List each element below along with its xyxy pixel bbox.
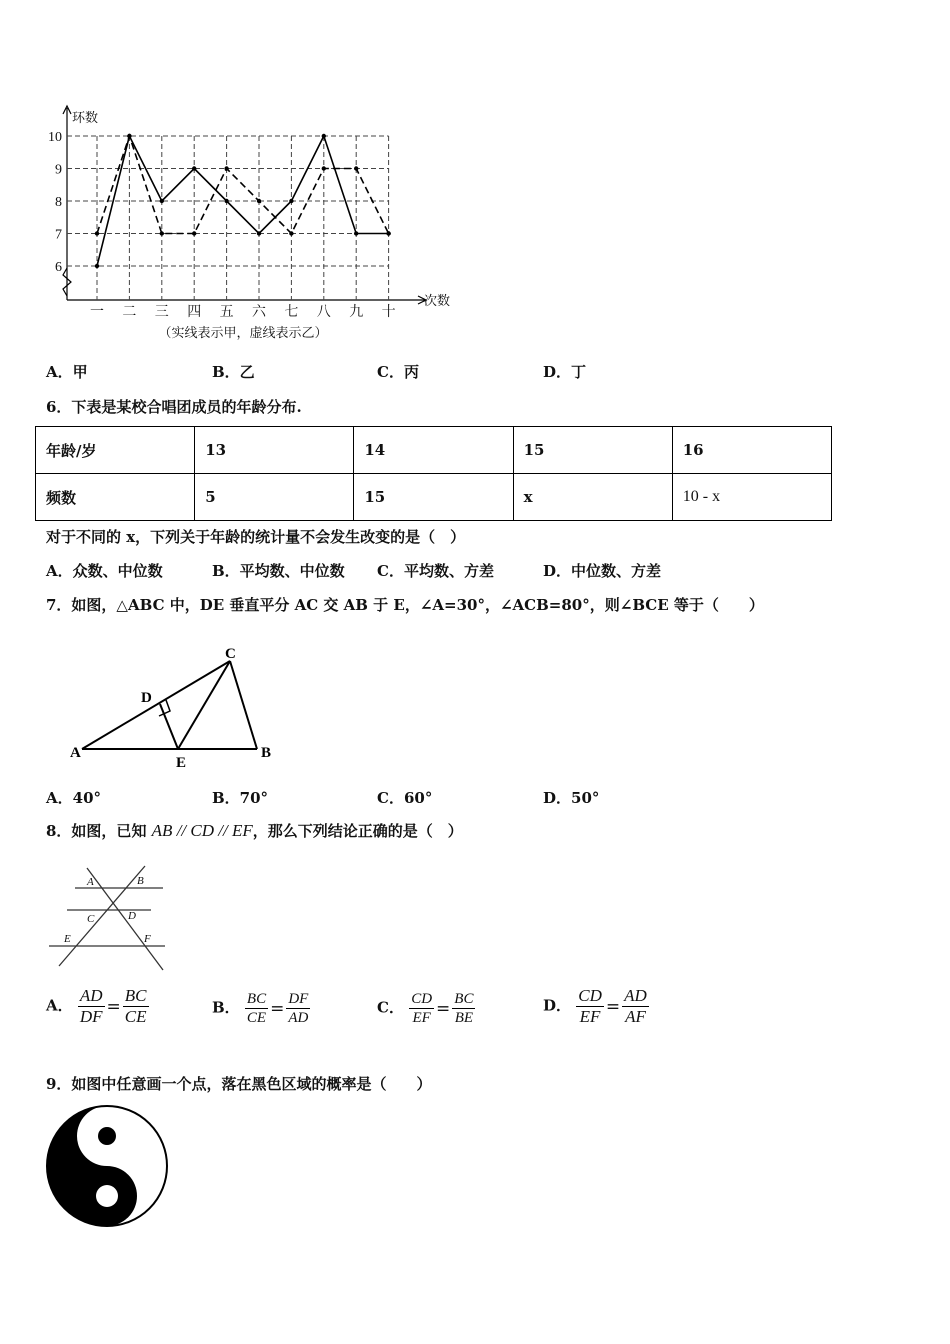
point-label-e: E (64, 933, 71, 945)
q8-option-b[interactable]: B． $\frac{BC}{CE}$ = $\frac{DF}{AD}$ (212, 991, 309, 1026)
data-point (354, 166, 358, 170)
data-point (224, 199, 228, 203)
q8-option-a[interactable]: A． $\frac{AD}{DF}$ = $\frac{BC}{CE}$ (46, 986, 147, 1026)
q5-option-c[interactable]: C．丙 (377, 363, 419, 381)
parallel-lines-figure (45, 860, 170, 975)
data-point (322, 166, 326, 170)
x-tick-label: 三 (154, 304, 169, 320)
q8-option-d[interactable]: D． $\frac{CD}{EF}$ = $\frac{AD}{AF}$ (543, 986, 647, 1026)
point-label-e: E (176, 755, 187, 770)
y-tick-label: 6 (55, 260, 62, 275)
data-point (257, 231, 261, 235)
y-axis-label: 环数 (72, 111, 99, 126)
q6-stem: 6．下表是某校合唱团成员的年龄分布. (46, 398, 302, 416)
x-axis-label: 次数 (424, 294, 451, 309)
q7-option-a[interactable]: A．40° (46, 789, 102, 807)
y-tick-label: 7 (55, 227, 62, 243)
data-point (224, 166, 228, 170)
data-point (160, 231, 164, 235)
table-row (36, 427, 832, 474)
q7-stem: 7．如图，△ABC 中，DE 垂直平分 AC 交 AB 于 E，∠A=30°，∠ACB=80°，则∠BCE 等于（ ） (46, 596, 764, 614)
table-cell: 5 (195, 474, 354, 521)
q7-option-d[interactable]: D．50° (543, 789, 600, 807)
point-label-f: F (144, 933, 151, 945)
x-tick-label: 六 (252, 304, 266, 320)
q5-option-b[interactable]: B．乙 (212, 363, 255, 381)
x-tick-label: 四 (187, 304, 202, 320)
table-cell: x (513, 474, 672, 521)
point-label-b: B (137, 875, 144, 887)
table-cell: 15 (513, 427, 672, 474)
age-table (35, 426, 832, 521)
table-cell: 频数 (36, 474, 195, 521)
data-point (386, 231, 390, 235)
point-label-a: A (87, 876, 94, 888)
table-cell: 13 (195, 427, 354, 474)
q6-question: 对于不同的 x，下列关于年龄的统计量不会发生改变的是（ ） (46, 528, 466, 546)
data-point (95, 231, 99, 235)
line-chart (40, 100, 460, 350)
point-label-c: C (225, 646, 236, 662)
table-cell: 16 (672, 427, 831, 474)
q7-option-c[interactable]: C．60° (377, 789, 433, 807)
q6-option-d[interactable]: D．中位数、方差 (543, 562, 662, 580)
point-label-d: D (141, 690, 152, 706)
data-point (95, 264, 99, 268)
q8-stem-math: AB // CD // EF (151, 821, 253, 840)
q8-stem-suffix: ，那么下列结论正确的是（ ） (252, 822, 463, 840)
yin-yang-figure (44, 1103, 170, 1229)
point-label-c: C (87, 913, 95, 925)
y-tick-label: 8 (55, 195, 62, 210)
point-label-d: D (128, 910, 136, 922)
point-label-b: B (261, 745, 272, 761)
x-tick-label: 八 (316, 304, 331, 320)
data-point (160, 199, 164, 203)
y-tick-label: 10 (48, 130, 62, 145)
data-point (289, 231, 293, 235)
q6-option-c[interactable]: C．平均数、方差 (377, 562, 494, 580)
q7-option-b[interactable]: B．70° (212, 789, 269, 807)
table-cell: 14 (354, 427, 513, 474)
x-tick-label: 七 (284, 304, 299, 320)
x-tick-label: 一 (90, 304, 104, 320)
data-point (127, 134, 131, 138)
data-point (354, 231, 358, 235)
table-cell: 10 - x (672, 474, 831, 521)
chart-caption: （实线表示甲，虚线表示乙） (158, 326, 328, 341)
x-tick-label: 九 (349, 304, 364, 320)
data-point (192, 231, 196, 235)
q8-option-c[interactable]: C． $\frac{CD}{EF}$ = $\frac{BC}{BE}$ (377, 991, 474, 1026)
q5-option-d[interactable]: D．丁 (543, 363, 587, 381)
data-point (322, 134, 326, 138)
q9-stem: 9．如图中任意画一个点，落在黑色区域的概率是（ ） (46, 1075, 432, 1093)
q6-option-b[interactable]: B．平均数、中位数 (212, 562, 345, 580)
data-point (257, 199, 261, 203)
x-tick-label: 二 (122, 304, 137, 320)
table-row (36, 474, 832, 521)
q8-stem-prefix: 8．如图，已知 (46, 822, 152, 840)
point-label-a: A (70, 745, 81, 761)
table-cell: 年龄/岁 (36, 427, 195, 474)
q5-option-a[interactable]: A．甲 (46, 363, 88, 381)
q8-stem (46, 820, 463, 841)
y-tick-label: 9 (55, 162, 62, 178)
data-point (289, 199, 293, 203)
triangle-figure (65, 640, 290, 770)
x-tick-label: 五 (219, 304, 234, 320)
data-point (192, 166, 196, 170)
table-cell: 15 (354, 474, 513, 521)
q6-option-a[interactable]: A．众数、中位数 (46, 562, 163, 580)
series-line-2 (97, 136, 389, 234)
x-tick-label: 十 (381, 304, 396, 320)
